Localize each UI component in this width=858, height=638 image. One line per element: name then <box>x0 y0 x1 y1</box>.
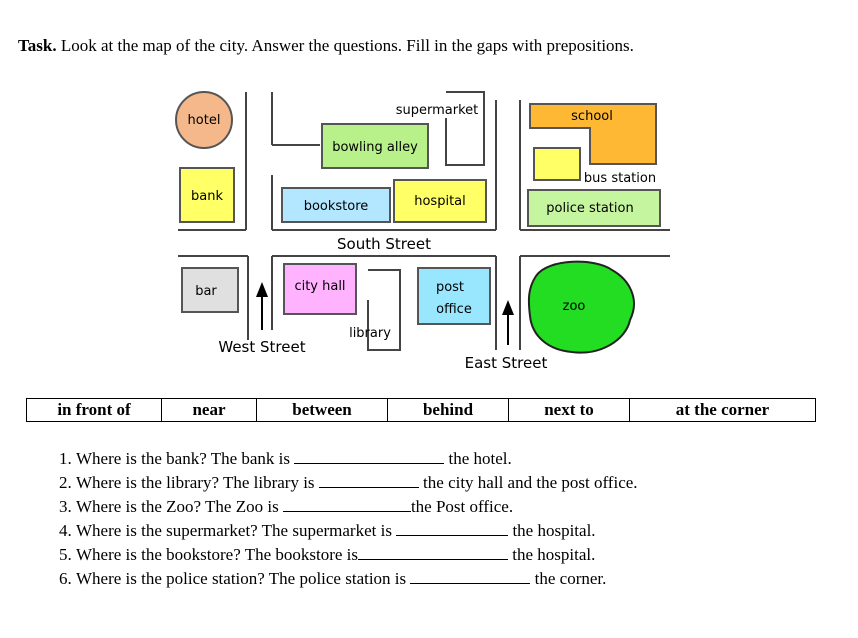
question-item <box>76 543 638 567</box>
answer-gap[interactable] <box>283 497 411 512</box>
post-office-label-line1: post <box>435 280 465 295</box>
answer-gap[interactable] <box>319 473 419 488</box>
question-text-end: the city hall and the post office. <box>418 473 638 492</box>
arrow-up-icon-west <box>256 282 268 330</box>
question-list <box>46 447 638 591</box>
south-street-label: South Street <box>337 235 431 253</box>
question-item <box>76 471 638 495</box>
answer-gap[interactable] <box>358 545 508 560</box>
bus-station-shape <box>534 148 580 180</box>
bank-label: bank <box>191 189 223 204</box>
question-text-end: the corner. <box>530 569 607 588</box>
hospital-label: hospital <box>414 194 466 209</box>
question-item <box>76 495 638 519</box>
preposition-cell: at the corner <box>630 399 816 422</box>
question-text-end: the hospital. <box>508 521 596 540</box>
hotel-label: hotel <box>187 113 221 128</box>
preposition-cell: behind <box>388 399 509 422</box>
question-text-end: the Post office. <box>410 497 514 516</box>
question-text: Where is the police station? The police station is <box>76 569 411 588</box>
police-station-label: police station <box>546 201 634 216</box>
city-hall-label: city hall <box>294 279 346 294</box>
question-text: Where is the library? The library is <box>76 473 319 492</box>
question-text-end: the hotel. <box>444 449 512 468</box>
arrow-up-icon-east <box>502 300 514 345</box>
task-text: Look at the map of the city. Answer the questions. Fill in the gaps with prepositions. <box>60 36 634 55</box>
supermarket-label: supermarket <box>395 103 479 118</box>
answer-gap[interactable] <box>294 449 444 464</box>
question-text-end: the hospital. <box>508 545 596 564</box>
answer-gap[interactable] <box>396 521 508 536</box>
task-label: Task. <box>18 36 57 55</box>
preposition-cell: near <box>162 399 257 422</box>
question-item <box>76 447 638 471</box>
question-item <box>76 567 638 591</box>
preposition-row <box>27 399 816 422</box>
answer-gap[interactable] <box>410 569 530 584</box>
east-street-label: East Street <box>464 354 548 372</box>
question-text: Where is the Zoo? The Zoo is <box>76 497 283 516</box>
question-text: Where is the bank? The bank is <box>76 449 295 468</box>
preposition-cell: in front of <box>27 399 162 422</box>
question-text: Where is the supermarket? The supermarket is <box>76 521 397 540</box>
preposition-cell: between <box>257 399 388 422</box>
bar-label: bar <box>195 284 217 299</box>
bookstore-label: bookstore <box>303 199 369 214</box>
bus-station-label: bus station <box>583 171 657 186</box>
library-label: library <box>349 326 391 341</box>
post-office-label-line2: office <box>436 302 472 317</box>
question-text: Where is the bookstore? The bookstore is <box>76 545 359 564</box>
zoo-label: zoo <box>562 299 586 314</box>
school-label: school <box>571 109 613 124</box>
bowling-alley-label: bowling alley <box>332 140 418 155</box>
preposition-cell: next to <box>509 399 630 422</box>
west-street-label: West Street <box>218 338 306 356</box>
preposition-word-bank <box>26 398 816 422</box>
question-item <box>76 519 638 543</box>
